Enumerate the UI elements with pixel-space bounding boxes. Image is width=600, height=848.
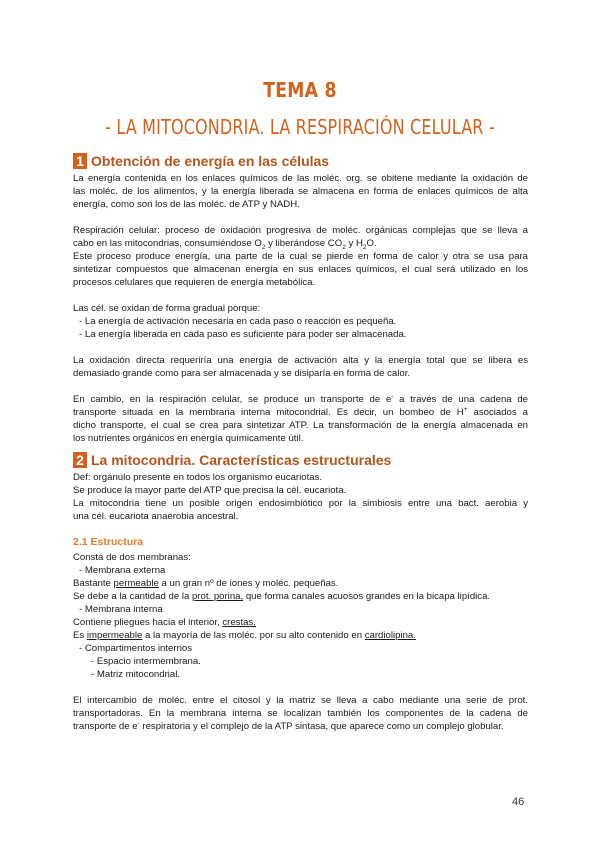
paragraph-line: las moléc. de los alimentos, y la energía liberada se almacena en forma de enlaces químicos de alta [73,186,528,197]
paragraph-line: sintetizar compuestos que almacenan energía en sus enlaces químicos, el cual será utilizado en los [73,264,528,275]
section-title: La mitocondria. Características estructurales [91,452,392,468]
list-item: - La energía de activación necesaria en cada paso o reacción es pequeña. [79,316,397,327]
section-number-badge: 2 [73,452,87,468]
paragraph-line: Las cél. se oxidan de forma gradual porque: [73,303,261,314]
section-number-badge: 1 [73,153,87,169]
paragraph-line: los nutrientes orgánicos en energía químicamente útil. [73,433,304,444]
paragraph-line: transporte situada en la membrana interna mitocondrial. Es decir, un bombeo de H+ asociados a [73,405,528,418]
paragraph-line: dicho transporte, el cual se crea para sintetizar ATP. La transformación de la energía almacenada en [73,420,528,431]
paragraph-line: Se produce la mayor parte del ATP que precisa la cél. eucariota. [73,485,347,496]
list-item: - Compartimentos internos [79,643,193,654]
paragraph-line: La mitocondria tiene un posible origen endosimbiótico por la simbiosis entre una bact. aerobia y [73,498,528,509]
section-title: Obtención de energía en las células [91,153,330,169]
list-item: - Membrana interna [79,604,163,615]
paragraph-line: Bastante permeable a un gran nº de iones y moléc. pequeñas. [73,578,339,589]
section-heading-2 [73,451,528,469]
paragraph-line: demasiado grande como para ser almacenada y se disiparía en forma de calor. [73,368,411,379]
paragraph-line: transportadoras. En la membrana interna se localizan también los componentes de la cadena de [73,708,528,719]
page-title: TEMA 8 [263,78,337,102]
paragraph-line: La oxidación directa requeriría una energía de activación alta y la energía total que se libera es [73,355,528,366]
paragraph-line: energía, como son los de las moléc. de ATP y NADH. [73,199,300,210]
paragraph-line: La energía contenida en los enlaces químicos de las moléc. org. se obitene mediante la oxidación de [73,173,528,184]
paragraph-line: una cél. eucariota anaerobia ancestral. [73,511,239,522]
paragraph-line: transporte de e- respiratoria y el complejo de la ATP sintasa, que aparece como un complejo globular. [73,719,504,732]
list-item: - La energía liberada en cada paso es suficiente para poder ser almacenada. [79,329,407,340]
paragraph-line: Este proceso produce energía, una parte de la cual se pierde en forma de calor y otra se usa para [73,251,528,262]
paragraph-line: Consta de dos membranas: [73,552,191,563]
list-item: - Espacio intermembrana. [91,656,201,667]
section-heading-1 [73,152,528,170]
paragraph-line: Contiene pliegues hacia el interior, crestas. [73,617,256,628]
list-item: - Membrana externa [79,565,166,576]
paragraph-line: Se debe a la cantidad de la prot. porina, que forma canales acuosos grandes en la bicapa lipídica. [73,591,491,602]
page-subtitle: - LA MITOCONDRIA. LA RESPIRACIÓN CELULAR - [105,115,495,139]
paragraph-line: Es impermeable a la mayoría de las moléc. por su alto contenido en cardiolipina. [73,630,416,641]
paragraph-line: En cambio, en la respiración celular, se produce un transporte de e- a través de una cadena de [73,392,528,405]
paragraph-line: Def: orgánulo presente en todos los organismo eucariotas. [73,472,323,483]
paragraph-line: El intercambio de moléc. entre el citosol y la matriz se lleva a cabo mediante una serie de prot. [73,695,528,706]
subsection-heading: 2.1 Estructura [73,536,144,548]
paragraph-line: procesos celulares que requieren de energía metabólica. [73,277,316,288]
paragraph-line: Respiración celular: proceso de oxidación progresiva de moléc. orgánicas complejas que se lleva a [73,225,528,236]
page-number: 46 [512,796,525,808]
paragraph-line: cabo en las mitocondrias, consumiéndose $O_2$ y liberándose $CO_2$ y $H_2O$. [73,238,377,251]
list-item: - Matriz mitocondrial. [91,669,181,680]
document-body [73,152,528,733]
